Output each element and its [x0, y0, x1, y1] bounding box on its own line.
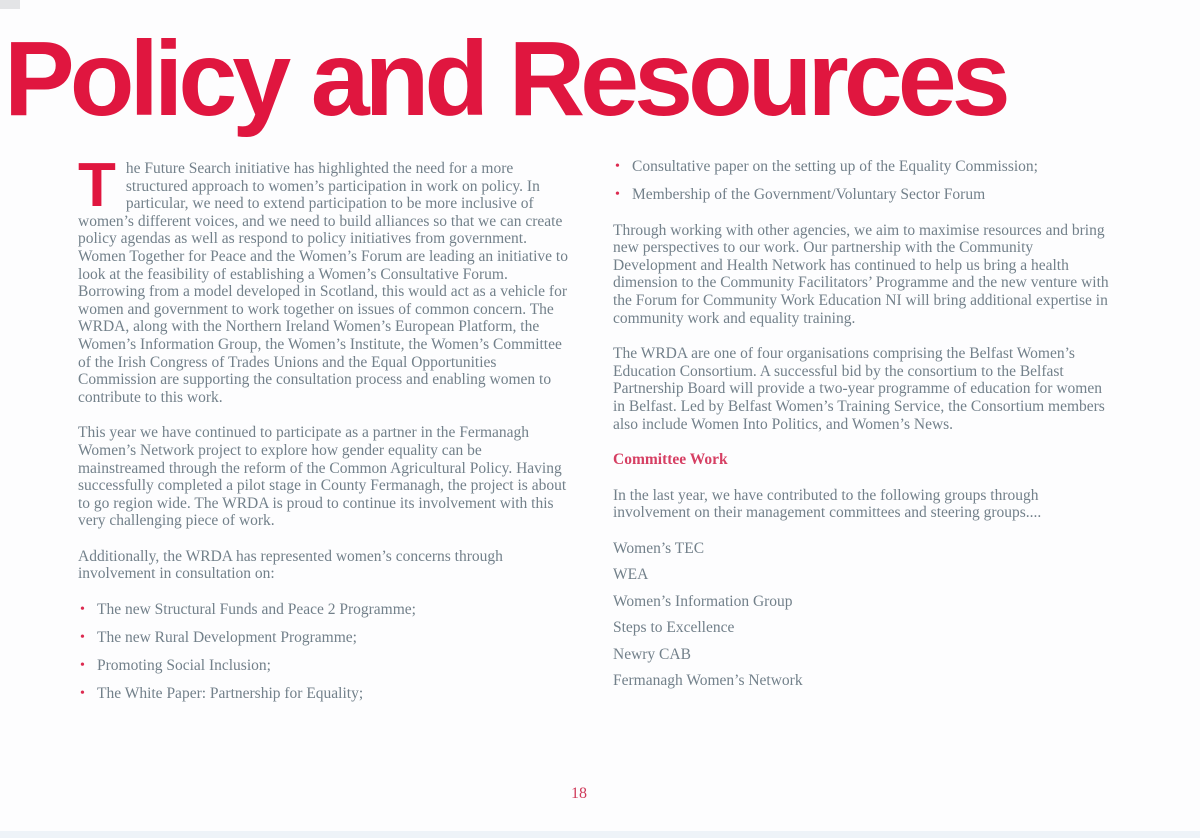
- group-item: Steps to Excellence: [613, 619, 735, 637]
- consultation-lead-paragraph: Additionally, the WRDA has represented women’s concerns through involvement in consultation on:: [78, 547, 503, 583]
- list-item: [78, 629, 572, 647]
- bullet-icon: •: [80, 602, 85, 618]
- group-list: [613, 540, 1110, 690]
- committee-intro-paragraph: In the last year, we have contributed to the following groups through involvement on their management committees and steering groups....: [613, 486, 1042, 522]
- list-item-text: The new Structural Funds and Peace 2 Programme;: [97, 601, 416, 619]
- intro-paragraph: [78, 151, 572, 406]
- group-item: Newry CAB: [613, 645, 691, 663]
- list-item: [613, 158, 1110, 176]
- bullet-icon: •: [615, 187, 620, 203]
- group-item: Fermanagh Women’s Network: [613, 671, 803, 689]
- scan-edge-shadow: [0, 831, 1200, 838]
- bullet-icon: •: [80, 658, 85, 674]
- intro-paragraph-text: he Future Search initiative has highlighted the need for a more structured approach to women’s participation in work on policy. In particular, we need to extend participation to be more inclusive of women’s different voices, and we need to build alliances so that we can create policy agendas as well as respond to policy initiatives from government. Women Together for Peace and the Women’s Forum are leading an initiative to look at the feasibility of establishing a Women’s Consultative Forum. Borrowing from a model developed in Scotland, this would act as a vehicle for women and government to work together on issues of common concern. The WRDA, along with the Northern Ireland Women’s European Platform, the Women’s Information Group, the Women’s Institute, the Women’s Committee of the Irish Congress of Trades Unions and the Equal Opportunities Commission are supporting the consultation process and enabling women to contribute to this work.: [78, 160, 568, 406]
- list-item-text: Promoting Social Inclusion;: [97, 657, 271, 675]
- list-item-text: The new Rural Development Programme;: [97, 629, 357, 647]
- list-item: [78, 657, 572, 675]
- list-item: [78, 685, 572, 703]
- page-number: 18: [571, 785, 587, 802]
- consortium-paragraph: The WRDA are one of four organisations comprising the Belfast Women’s Education Consortium. A successful bid by the consortium to the Belfast Partnership Board will provide a two-year programme of education for women in Belfast. Led by Belfast Women’s Training Service, the Consortium members also include Women Into Politics, and Women’s News.: [613, 345, 1105, 433]
- bullet-icon: •: [80, 686, 85, 702]
- right-column: [613, 158, 1110, 698]
- group-item: Women’s Information Group: [613, 592, 793, 610]
- drop-cap: T: [78, 151, 116, 220]
- fermanagh-paragraph: This year we have continued to participate as a partner in the Fermanagh Women’s Network project to explore how gender equality can be mainstreamed through the reform of the Common Agricultural Policy. Having successfully completed a pilot stage in County Fermanagh, the project is about to go region wide. The WRDA is proud to continue its involvement with this very challenging piece of work.: [78, 424, 567, 530]
- consultation-bullet-list: [78, 601, 572, 703]
- list-item: [78, 601, 572, 619]
- scan-artifact: [0, 0, 20, 9]
- bullet-icon: •: [80, 630, 85, 646]
- list-item-text: Consultative paper on the setting up of the Equality Commission;: [632, 158, 1038, 175]
- page-title: Policy and Resources: [4, 20, 1006, 138]
- bullet-icon: •: [615, 159, 620, 174]
- committee-work-heading: Committee Work: [613, 451, 728, 469]
- group-item: WEA: [613, 566, 649, 584]
- group-item: Women’s TEC: [613, 540, 705, 557]
- list-item-text: Membership of the Government/Voluntary Sector Forum: [632, 186, 986, 204]
- left-column: [78, 151, 572, 721]
- list-item-text: The White Paper: Partnership for Equality;: [97, 685, 364, 703]
- list-item: [613, 186, 1110, 204]
- agencies-paragraph: Through working with other agencies, we aim to maximise resources and bring new perspectives to our work. Our partnership with the Community Development and Health Network has continued to help us bring a health dimension to the Community Facilitators’ Programme and the new venture with the Forum for Community Work Education NI will bring additional expertise in community work and equality training.: [613, 221, 1109, 327]
- consultation-bullet-list-continued: [613, 158, 1110, 204]
